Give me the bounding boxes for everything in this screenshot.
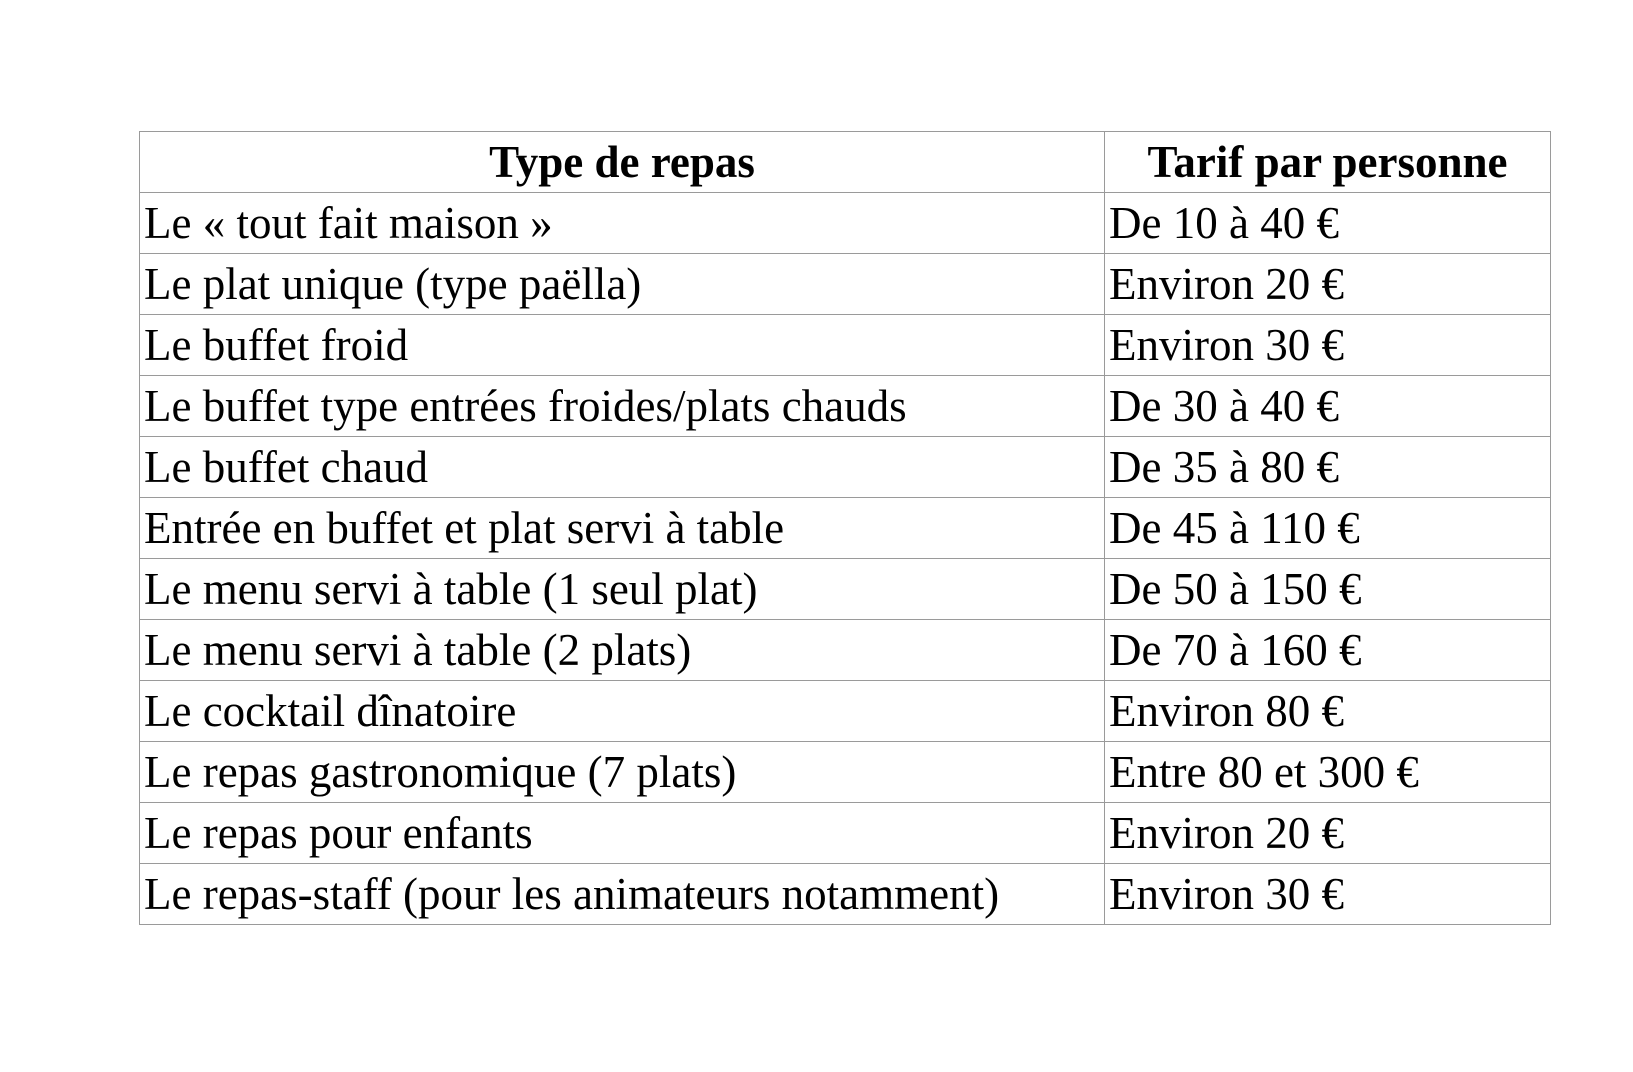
table-row [140,498,1551,559]
price-cell: Environ 20 € [1105,254,1551,315]
price-cell: Entre 80 et 300 € [1105,742,1551,803]
table-row [140,620,1551,681]
price-cell: De 30 à 40 € [1105,376,1551,437]
meal-type-cell: Le buffet type entrées froides/plats chauds [140,376,1105,437]
meal-type-cell: Le plat unique (type paëlla) [140,254,1105,315]
meal-type-cell: Le buffet froid [140,315,1105,376]
table-row [140,742,1551,803]
meal-type-cell: Le cocktail dînatoire [140,681,1105,742]
meal-type-cell: Le menu servi à table (1 seul plat) [140,559,1105,620]
table-body [140,193,1551,925]
table-row [140,315,1551,376]
meal-type-cell: Le buffet chaud [140,437,1105,498]
meal-type-cell: Le menu servi à table (2 plats) [140,620,1105,681]
meal-type-cell: Le repas gastronomique (7 plats) [140,742,1105,803]
header-row [140,132,1551,193]
price-cell: De 70 à 160 € [1105,620,1551,681]
header-tarif: Tarif par personne [1105,132,1551,193]
price-table [139,131,1551,925]
meal-type-cell: Le repas pour enfants [140,803,1105,864]
price-cell: Environ 30 € [1105,864,1551,925]
price-cell: Environ 20 € [1105,803,1551,864]
header-type: Type de repas [140,132,1105,193]
price-cell: Environ 80 € [1105,681,1551,742]
table-row [140,193,1551,254]
price-cell: De 35 à 80 € [1105,437,1551,498]
table-row [140,559,1551,620]
table-row [140,681,1551,742]
table-header [140,132,1551,193]
meal-type-cell: Le repas-staff (pour les animateurs notamment) [140,864,1105,925]
price-cell: Environ 30 € [1105,315,1551,376]
price-cell: De 50 à 150 € [1105,559,1551,620]
price-cell: De 10 à 40 € [1105,193,1551,254]
table-row [140,864,1551,925]
meal-type-cell: Entrée en buffet et plat servi à table [140,498,1105,559]
price-cell: De 45 à 110 € [1105,498,1551,559]
table-row [140,437,1551,498]
table-row [140,376,1551,437]
table-row [140,254,1551,315]
meal-type-cell: Le « tout fait maison » [140,193,1105,254]
table-row [140,803,1551,864]
